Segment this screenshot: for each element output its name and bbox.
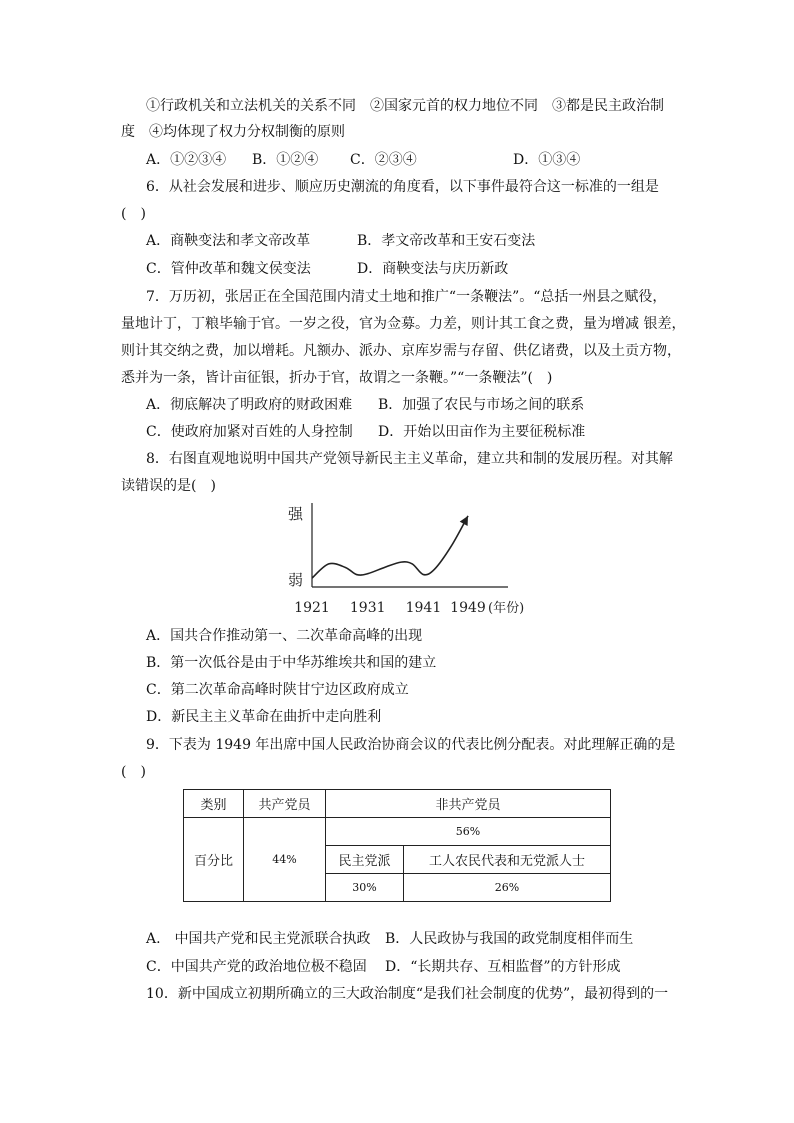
q6-option-a: A．商鞅变法和孝文帝改革 (146, 233, 311, 249)
non-cpc-percentage: 56% (326, 818, 611, 846)
q5-option-d: D．①③④ (513, 152, 581, 168)
statements-line-2: 度 ④均体现了权力分权制衡的原则 (121, 124, 345, 140)
others-percentage: 26% (404, 874, 611, 902)
q5-option-a: A．①②③④ (146, 152, 227, 168)
q7-stem-line-4: 悉并为一条，皆计亩征银，折办于官，故谓之一条鞭。”“一条鞭法”( ) (121, 370, 553, 386)
delegate-ratio-table (183, 789, 611, 902)
y-label-weak: 弱 (288, 571, 304, 589)
q7-stem-line-1: 7．万历初，张居正在全国范围内清丈土地和推广“一条鞭法”。“总括一州县之赋役， (146, 289, 667, 305)
y-label-strong: 强 (288, 505, 304, 523)
header-category: 类别 (184, 790, 244, 818)
q9-option-c: C．中国共产党的政治地位极不稳固 (146, 959, 367, 975)
x-tick-label: 1949 (450, 600, 486, 616)
q9-stem-line-2: ( ) (121, 764, 146, 780)
q8-stem-line-1: 8．右图直观地说明中国共产党领导新民主主义革命，建立共和制的发展历程。对其解 (146, 451, 673, 467)
sub-header-workers-peasants-nonparty: 工人农民代表和无党派人士 (404, 846, 611, 874)
header-cpc-members: 共产党员 (244, 790, 326, 818)
q7-option-d: D．开始以田亩作为主要征税标准 (378, 424, 586, 440)
q6-stem-line-2: ( ) (121, 206, 146, 222)
q9-option-a: A. 中国共产党和民主党派联合执政 (146, 931, 371, 947)
q6-stem-line-1: 6．从社会发展和进步、顺应历史潮流的角度看，以下事件最符合这一标准的一组是 (146, 179, 659, 195)
header-non-cpc-members: 非共产党员 (326, 790, 611, 818)
q7-stem-line-2: 量地计丁，丁粮毕输于官。一岁之役，官为佥募。力差，则计其工食之费，量为增减 银差， (121, 316, 686, 332)
x-tick-label: 1921 (294, 600, 330, 616)
q7-option-b: B．加强了农民与市场之间的联系 (378, 397, 585, 413)
row-label-percentage: 百分比 (184, 818, 244, 902)
statements-line-1: ①行政机关和立法机关的关系不同 ②国家元首的权力地位不同 ③都是民主政治制 (146, 98, 664, 114)
q7-option-a: A．彻底解决了明政府的财政困难 (146, 397, 353, 413)
q8-option-a: A．国共合作推动第一、二次革命高峰的出现 (146, 628, 423, 644)
q9-stem-line-1: 9．下表为 1949 年出席中国人民政治协商会议的代表比例分配表。对此理解正确的是 (146, 737, 676, 753)
q6-option-c: C．管仲改革和魏文侯变法 (146, 261, 311, 277)
cpc-percentage: 44% (244, 818, 326, 902)
q8-option-c: C．第二次革命高峰时陕甘宁边区政府成立 (146, 682, 409, 698)
trend-line (312, 516, 468, 578)
q8-stem-line-2: 读错误的是( ) (121, 478, 216, 494)
q7-stem-line-3: 则计其交纳之费，加以增耗。凡额办、派办、京库岁需与存留、供亿诸费，以及土贡方物， (121, 343, 681, 359)
x-unit-label: (年份) (488, 601, 525, 616)
q5-option-c: C．②③④ (350, 152, 417, 168)
q9-option-d: D．“长期共存、互相监督”的方针形成 (385, 959, 621, 975)
democratic-parties-percentage: 30% (326, 874, 404, 902)
x-tick-label: 1931 (349, 600, 386, 616)
q7-option-c: C．使政府加紧对百姓的人身控制 (146, 424, 353, 440)
q5-option-b: B．①②④ (252, 152, 319, 168)
q9-option-b: B．人民政协与我国的政党制度相伴而生 (385, 931, 634, 947)
q6-option-b: B．孝文帝改革和王安石变法 (357, 233, 536, 249)
q6-option-d: D．商鞅变法与庆历新政 (357, 261, 509, 277)
q8-option-b: B．第一次低谷是由于中华苏维埃共和国的建立 (146, 655, 437, 671)
x-tick-label: 1941 (405, 600, 442, 616)
q8-option-d: D．新民主主义革命在曲折中走向胜利 (146, 709, 382, 725)
sub-header-democratic-parties: 民主党派 (326, 846, 404, 874)
q10-stem-line-1: 10．新中国成立初期所确立的三大政治制度“是我们社会制度的优势”，最初得到的一 (146, 986, 669, 1002)
revolution-trend-chart (284, 499, 530, 621)
